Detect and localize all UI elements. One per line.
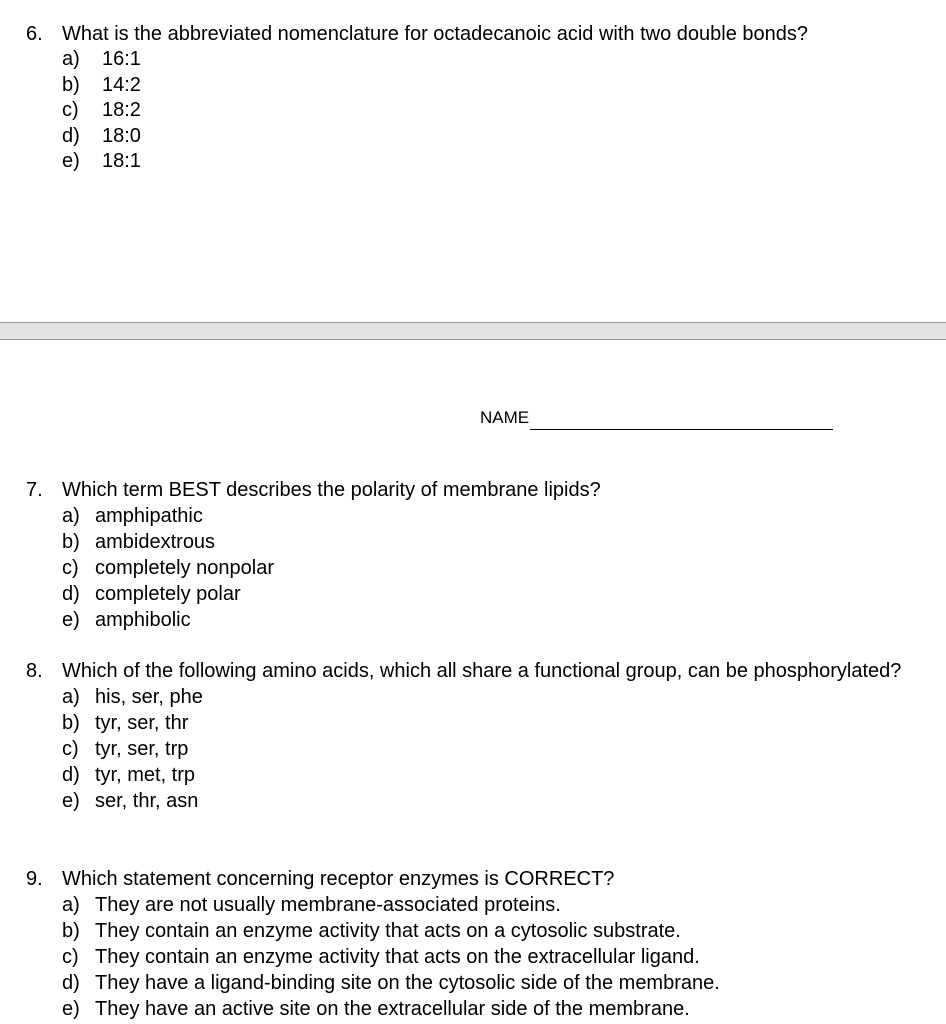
question-number: 7. xyxy=(26,479,43,501)
option-letter: b) xyxy=(62,531,80,553)
question-8 xyxy=(26,658,926,814)
question-6-stem xyxy=(26,21,926,47)
option-d xyxy=(62,762,926,788)
option-c xyxy=(62,555,926,581)
option-letter: b) xyxy=(62,712,80,734)
question-number: 6. xyxy=(26,23,43,45)
option-text: tyr, ser, trp xyxy=(95,738,189,760)
option-list xyxy=(26,892,926,1022)
option-c xyxy=(62,98,926,124)
option-letter: c) xyxy=(62,99,79,121)
name-blank-line[interactable] xyxy=(530,409,833,430)
option-letter: a) xyxy=(62,894,80,916)
option-letter: c) xyxy=(62,738,79,760)
option-c xyxy=(62,736,926,762)
page-separator xyxy=(0,322,946,340)
option-text: They have a ligand-binding site on the cytosolic side of the membrane. xyxy=(95,972,720,994)
option-a xyxy=(62,684,926,710)
question-9-stem xyxy=(26,866,926,892)
option-letter: e) xyxy=(62,998,80,1020)
option-text: completely polar xyxy=(95,583,241,605)
option-list xyxy=(26,684,926,814)
option-text: They contain an enzyme activity that acts on a cytosolic substrate. xyxy=(95,920,681,942)
option-text: 18:2 xyxy=(102,99,141,121)
option-text: ambidextrous xyxy=(95,531,216,553)
option-c xyxy=(62,944,926,970)
option-b xyxy=(62,529,926,555)
option-b xyxy=(62,710,926,736)
option-text: They have an active site on the extracellular side of the membrane. xyxy=(95,998,690,1020)
option-d xyxy=(62,124,926,150)
option-letter: c) xyxy=(62,946,79,968)
question-text: Which statement concerning receptor enzymes is CORRECT? xyxy=(62,868,615,890)
option-text: tyr, ser, thr xyxy=(95,712,189,734)
name-label: NAME xyxy=(480,408,530,427)
option-letter: d) xyxy=(62,583,80,605)
option-letter: e) xyxy=(62,790,80,812)
question-text: Which of the following amino acids, which all share a functional group, can be phosphorylated? xyxy=(62,660,902,682)
option-d xyxy=(62,581,926,607)
option-e xyxy=(62,607,926,633)
question-9 xyxy=(26,866,926,1022)
question-7 xyxy=(26,477,926,633)
option-text: tyr, met, trp xyxy=(95,764,196,786)
question-7-stem xyxy=(26,477,926,503)
option-letter: e) xyxy=(62,150,80,172)
option-letter: b) xyxy=(62,73,80,96)
option-text: 16:1 xyxy=(102,48,141,70)
option-letter: a) xyxy=(62,48,80,70)
option-d xyxy=(62,970,926,996)
option-list xyxy=(26,503,926,633)
option-letter: d) xyxy=(62,972,80,994)
option-text: They contain an enzyme activity that acts on the extracellular ligand. xyxy=(95,946,700,968)
option-text: amphibolic xyxy=(95,609,191,631)
option-letter: d) xyxy=(62,764,80,786)
name-field xyxy=(480,406,833,430)
option-list xyxy=(26,47,926,175)
option-text: They are not usually membrane-associated proteins. xyxy=(95,894,561,916)
option-text: amphipathic xyxy=(95,505,203,527)
option-letter: d) xyxy=(62,124,80,147)
option-text: 18:1 xyxy=(102,150,141,172)
question-text: Which term BEST describes the polarity of membrane lipids? xyxy=(62,479,601,501)
option-letter: b) xyxy=(62,920,80,942)
option-a xyxy=(62,503,926,529)
option-b xyxy=(62,918,926,944)
option-text: 14:2 xyxy=(102,73,141,96)
option-e xyxy=(62,788,926,814)
option-letter: a) xyxy=(62,686,80,708)
option-letter: a) xyxy=(62,505,80,527)
option-text: 18:0 xyxy=(102,124,141,147)
question-8-stem xyxy=(26,658,926,684)
option-a xyxy=(62,47,926,73)
option-b xyxy=(62,73,926,99)
option-text: ser, thr, asn xyxy=(95,790,199,812)
option-text: completely nonpolar xyxy=(95,557,274,579)
question-text: What is the abbreviated nomenclature for octadecanoic acid with two double bonds? xyxy=(62,23,809,45)
question-number: 8. xyxy=(26,660,43,682)
option-e xyxy=(62,149,926,175)
question-6 xyxy=(26,21,926,175)
option-e xyxy=(62,996,926,1022)
option-letter: c) xyxy=(62,557,79,579)
option-text: his, ser, phe xyxy=(95,686,203,708)
option-a xyxy=(62,892,926,918)
question-number: 9. xyxy=(26,868,43,890)
option-letter: e) xyxy=(62,609,80,631)
